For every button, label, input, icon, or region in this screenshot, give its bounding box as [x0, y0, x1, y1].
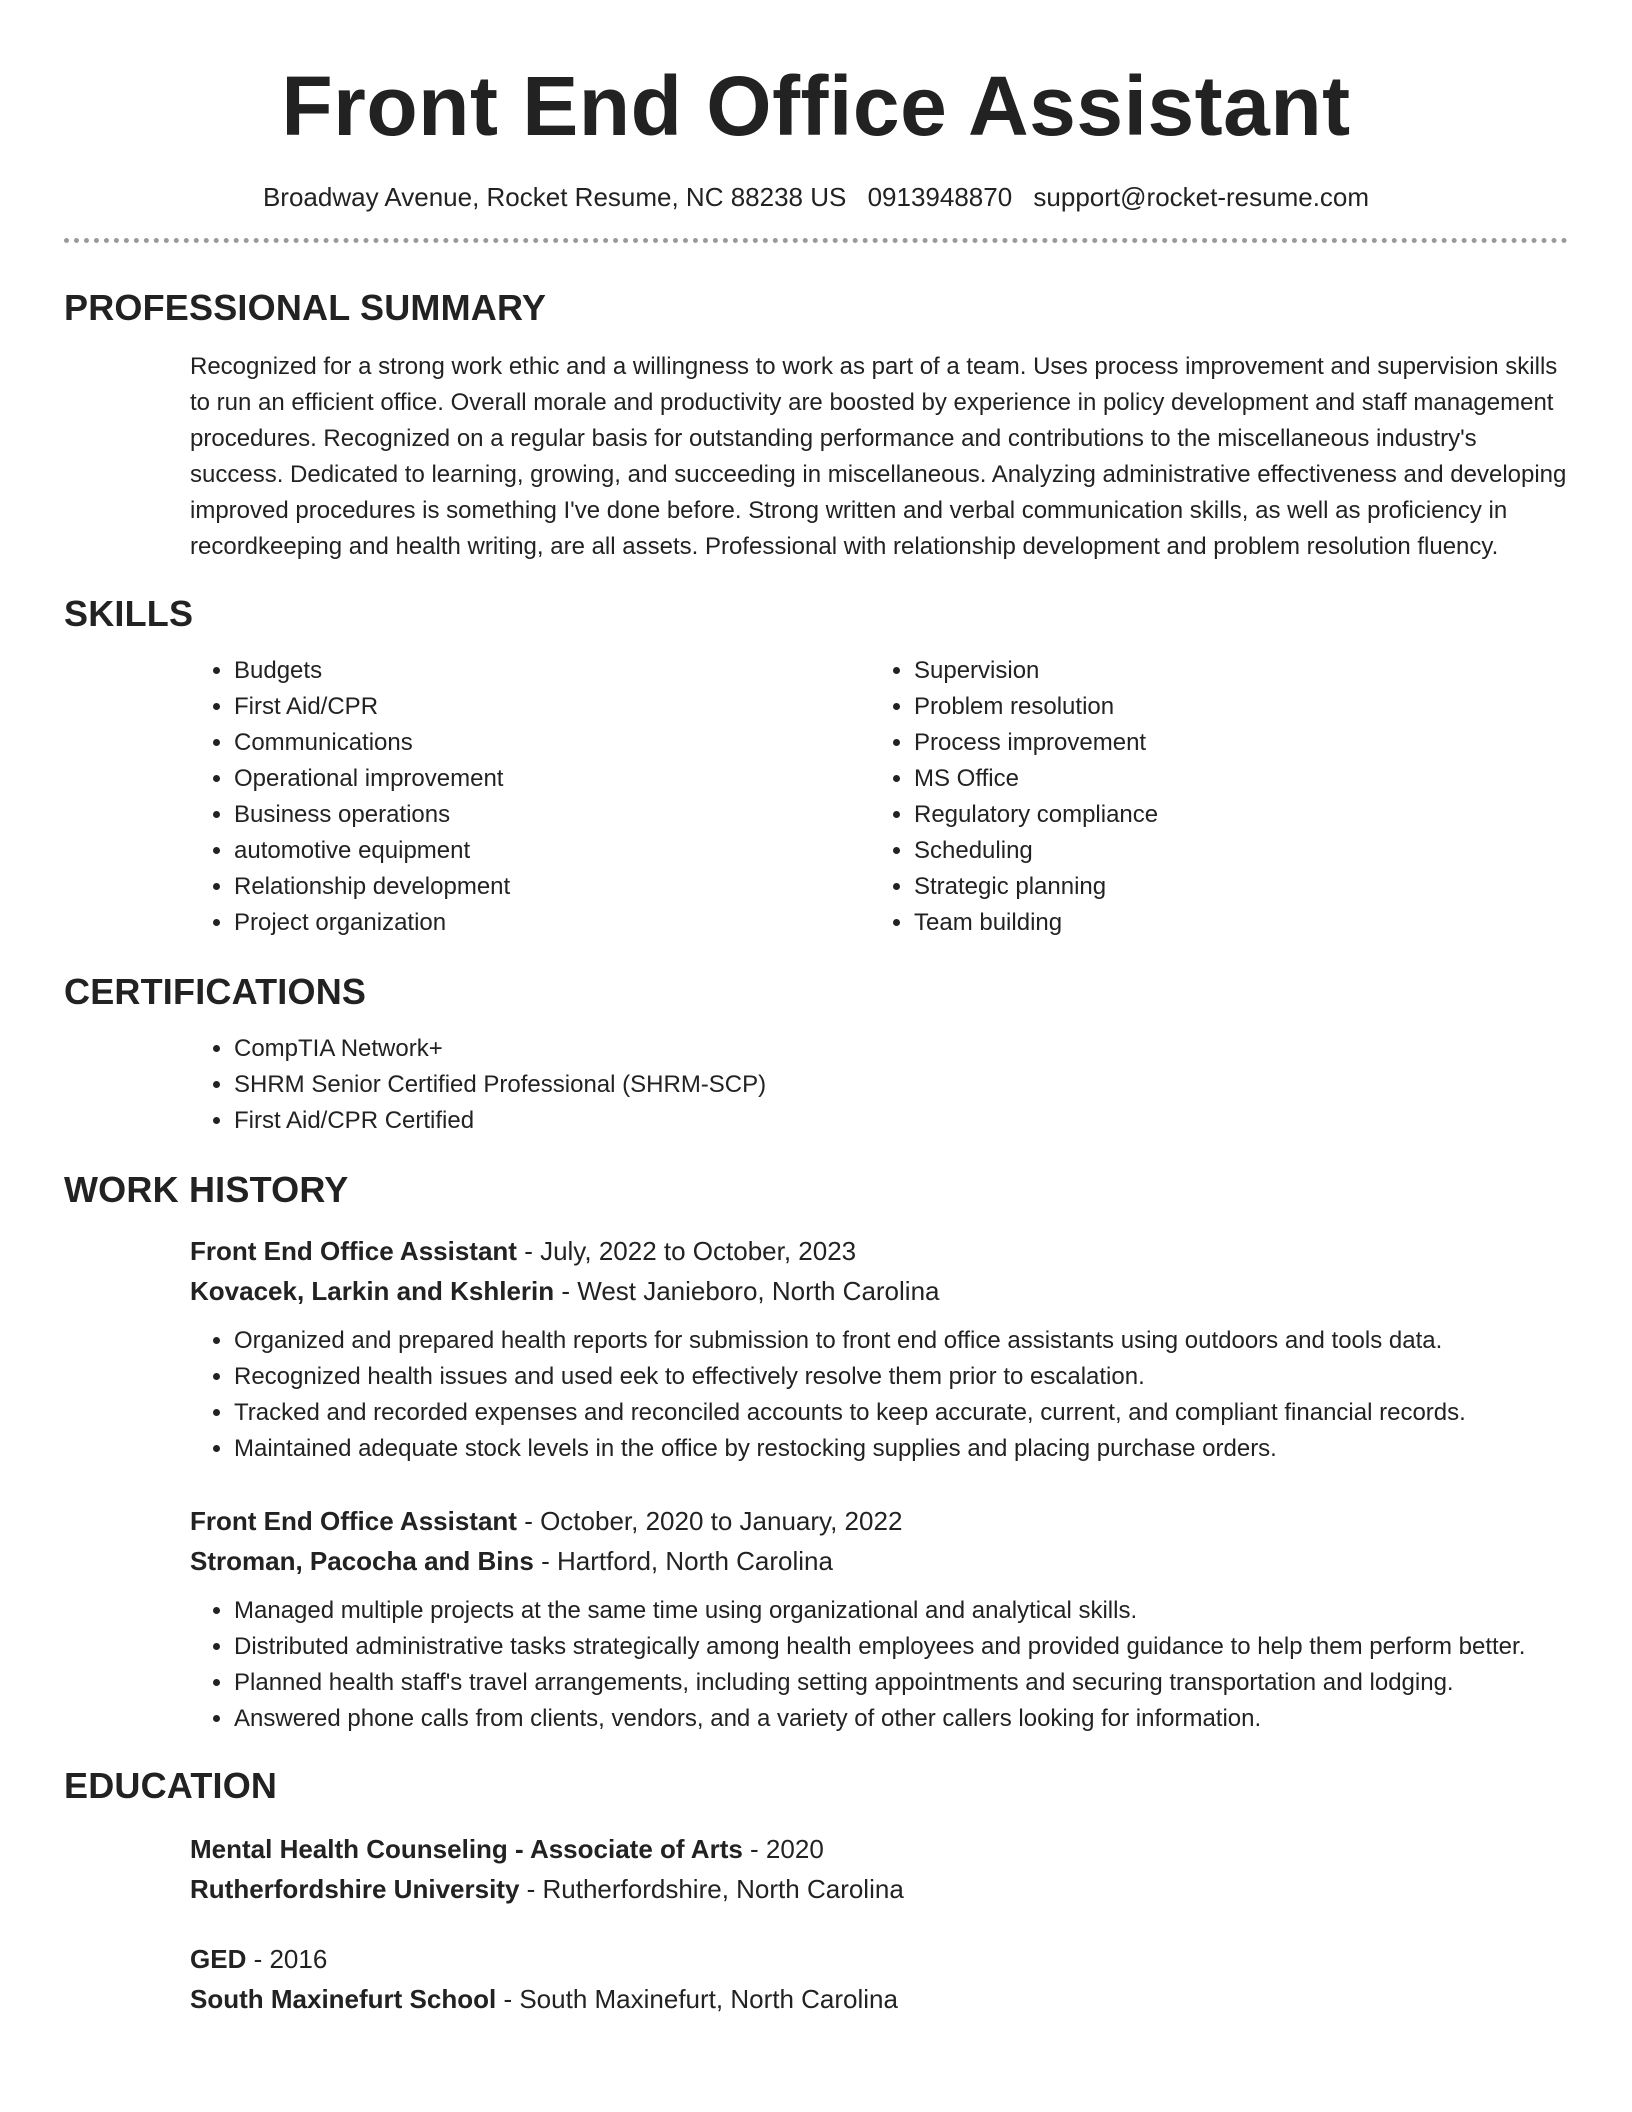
- education-heading: EDUCATION: [64, 1765, 278, 1806]
- certification-item: • CompTIA Network+: [234, 1031, 1568, 1067]
- job-bullet: • Recognized health issues and used eek to effectively resolve them prior to escalation.: [234, 1359, 1568, 1395]
- job-company: Kovacek, Larkin and Kshlerin: [190, 1276, 555, 1306]
- job-company: Stroman, Pacocha and Bins: [190, 1546, 534, 1576]
- skill-item: • Operational improvement: [234, 761, 870, 797]
- job-entry: [190, 1231, 1568, 1467]
- job-entry: [190, 1501, 1568, 1737]
- work-history-heading: WORK HISTORY: [64, 1169, 349, 1210]
- skill-item: • Relationship development: [234, 869, 870, 905]
- skill-item: • Strategic planning: [914, 869, 1550, 905]
- education-school-line: [190, 1979, 1568, 2019]
- skill-item: • First Aid/CPR: [234, 689, 870, 725]
- skill-item: • automotive equipment: [234, 833, 870, 869]
- skill-item: • MS Office: [914, 761, 1550, 797]
- job-location: - West Janieboro, North Carolina: [554, 1276, 940, 1306]
- job-dates: - July, 2022 to October, 2023: [516, 1236, 857, 1266]
- certification-item: • SHRM Senior Certified Professional (SHRM-SCP): [234, 1067, 1568, 1103]
- skill-item: • Budgets: [234, 653, 870, 689]
- contact-phone: 0913948870: [867, 182, 1013, 212]
- certification-item: • First Aid/CPR Certified: [234, 1103, 1568, 1139]
- skills-grid: [190, 653, 1568, 941]
- job-title: Front End Office Assistant: [190, 1236, 517, 1266]
- job-title: Front End Office Assistant: [190, 1506, 517, 1536]
- contact-email: support@rocket-resume.com: [1033, 182, 1370, 212]
- skill-item: • Team building: [914, 905, 1550, 941]
- skill-item: • Regulatory compliance: [914, 797, 1550, 833]
- job-bullet: • Maintained adequate stock levels in the office by restocking supplies and placing purchase orders.: [234, 1431, 1568, 1467]
- education-degree-line: [190, 1829, 1568, 1869]
- skill-item: • Problem resolution: [914, 689, 1550, 725]
- job-company-line: [190, 1271, 1568, 1311]
- summary-text: Recognized for a strong work ethic and a willingness to work as part of a team. Uses process improvement and supervision skills to run an efficient office. Overall morale and productivity are boosted by experience in policy development and staff management procedures. Recognized on a regular basis for outstanding performance and contributions to the miscellaneous industry's success. Dedicated to learning, growing, and succeeding in miscellaneous. Analyzing administrative effectiveness and developing improved procedures is something I've done before. Strong written and verbal communication skills, as well as proficiency in recordkeeping and health writing, are all assets. Professional with relationship development and problem resolution fluency.: [190, 353, 1567, 560]
- education-entry: [190, 1939, 1568, 2019]
- education-degree-line: [190, 1939, 1568, 1979]
- education-location: - South Maxinefurt, North Carolina: [496, 1984, 898, 2014]
- education-school: Rutherfordshire University: [190, 1874, 520, 1904]
- job-location: - Hartford, North Carolina: [533, 1546, 833, 1576]
- header-divider: [64, 238, 1568, 243]
- job-title-line: [190, 1231, 1568, 1271]
- job-title-line: [190, 1501, 1568, 1541]
- job-company-line: [190, 1541, 1568, 1581]
- job-bullet: • Tracked and recorded expenses and reconciled accounts to keep accurate, current, and compliant financial records.: [234, 1395, 1568, 1431]
- education-year: - 2016: [246, 1944, 328, 1974]
- skill-item: • Process improvement: [914, 725, 1550, 761]
- education-degree: GED: [190, 1944, 247, 1974]
- skill-item: • Business operations: [234, 797, 870, 833]
- job-bullet: • Organized and prepared health reports for submission to front end office assistants using outdoors and tools data.: [234, 1323, 1568, 1359]
- job-bullet: • Managed multiple projects at the same time using organizational and analytical skills.: [234, 1593, 1568, 1629]
- skills-list-right: [870, 653, 1550, 941]
- contact-line: [64, 182, 1568, 212]
- job-bullets: [190, 1323, 1568, 1467]
- skill-item: • Supervision: [914, 653, 1550, 689]
- skill-item: • Project organization: [234, 905, 870, 941]
- skills-column-right: [870, 653, 1550, 941]
- certifications-block: [190, 1031, 1568, 1139]
- job-bullet: • Planned health staff's travel arrangements, including setting appointments and securing transportation and lodging.: [234, 1665, 1568, 1701]
- job-bullet: • Distributed administrative tasks strategically among health employees and provided guidance to help them perform better.: [234, 1629, 1568, 1665]
- certifications-list: [190, 1031, 1568, 1139]
- summary-heading: PROFESSIONAL SUMMARY: [64, 287, 547, 328]
- job-bullets: [190, 1593, 1568, 1737]
- skills-list-left: [190, 653, 870, 941]
- education-school-line: [190, 1869, 1568, 1909]
- certifications-heading: CERTIFICATIONS: [64, 971, 367, 1012]
- education-degree: Mental Health Counseling - Associate of Arts: [190, 1834, 743, 1864]
- education-entry: [190, 1829, 1568, 1909]
- resume-title: Front End Office Assistant: [281, 59, 1351, 153]
- job-bullet: • Answered phone calls from clients, vendors, and a variety of other callers looking for information.: [234, 1701, 1568, 1737]
- contact-address: Broadway Avenue, Rocket Resume, NC 88238 US: [262, 182, 847, 212]
- education-location: - Rutherfordshire, North Carolina: [519, 1874, 904, 1904]
- skills-heading: SKILLS: [64, 593, 194, 634]
- education-year: - 2020: [742, 1834, 824, 1864]
- skill-item: • Communications: [234, 725, 870, 761]
- skill-item: • Scheduling: [914, 833, 1550, 869]
- job-dates: - October, 2020 to January, 2022: [516, 1506, 903, 1536]
- education-school: South Maxinefurt School: [190, 1984, 497, 2014]
- skills-column-left: [190, 653, 870, 941]
